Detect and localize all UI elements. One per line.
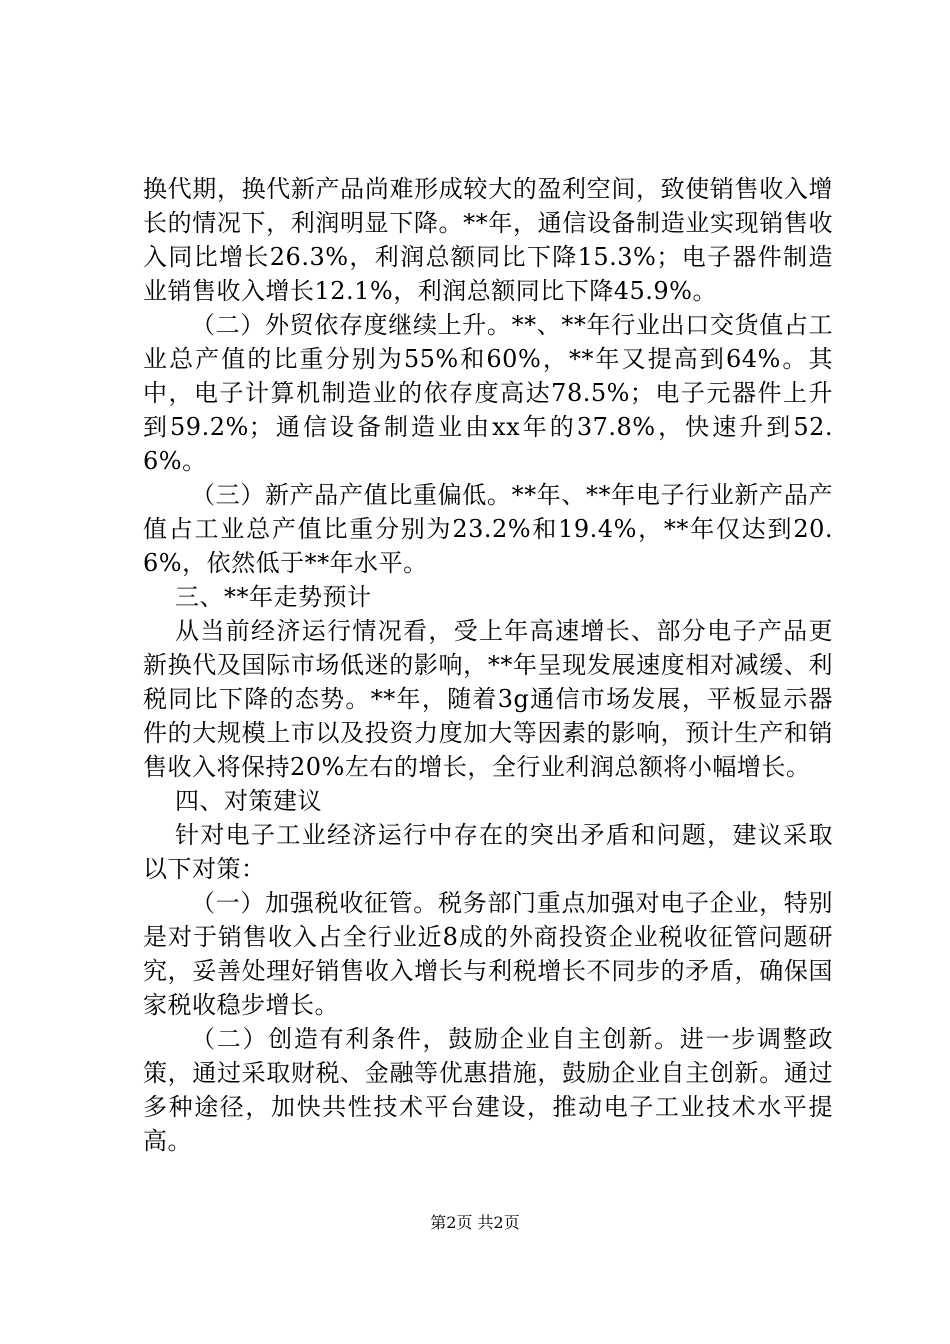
- paragraph-innovation: （二）创造有利条件，鼓励企业自主创新。进一步调整政策，通过采取财税、金融等优惠措施，鼓励企业自主创新。通过多种途径，加快共性技术平台建设，推动电子工业技术水平提高。: [143, 1025, 833, 1155]
- page-number-footer: 第2页 共2页: [430, 1213, 520, 1232]
- paragraph-trend-forecast: 从当前经济运行情况看，受上年高速增长、部分电子产品更新换代及国际市场低迷的影响，**年呈现发展速度相对减缓、利税同比下降的态势。**年，随着3g通信市场发展，平板显示器件的大规模上市以及投资力度加大等因素的影响，预计生产和销售收入将保持20%左右的增长，全行业利润总额将小幅增长。: [143, 617, 833, 781]
- section-heading-countermeasures: 四、对策建议: [175, 787, 322, 815]
- document-body: [143, 172, 833, 1158]
- paragraph-countermeasures-intro: 针对电子工业经济运行中存在的突出矛盾和问题，建议采取以下对策：: [143, 821, 833, 883]
- paragraph-new-product-share: （三）新产品产值比重偏低。**年、**年电子行业新产品产值占工业总产值比重分别为23.2%和19.4%，**年仅达到20.6%，依然低于**年水平。: [143, 481, 833, 577]
- paragraph-foreign-trade-dependence: （二）外贸依存度继续上升。**、**年行业出口交货值占工业总产值的比重分别为55%和60%，**年又提高到64%。其中，电子计算机制造业的依存度高达78.5%；电子元器件上升到59.2%；通信设备制造业由xx年的37.8%，快速升到52.6%。: [143, 311, 833, 475]
- section-heading-trend-forecast: 三、**年走势预计: [175, 583, 372, 611]
- paragraph-tax-collection: （一）加强税收征管。税务部门重点加强对电子企业，特别是对于销售收入占全行业近8成的外商投资企业税收征管问题研究，妥善处理好销售收入增长与利税增长不同步的矛盾，确保国家税收稳步增长。: [143, 889, 833, 1019]
- paragraph-continued-profit-decline: 换代期，换代新产品尚难形成较大的盈利空间，致使销售收入增长的情况下，利润明显下降。**年，通信设备制造业实现销售收入同比增长26.3%，利润总额同比下降15.3%；电子器件制造业销售收入增长12.1%，利润总额同比下降45.9%。: [143, 175, 833, 305]
